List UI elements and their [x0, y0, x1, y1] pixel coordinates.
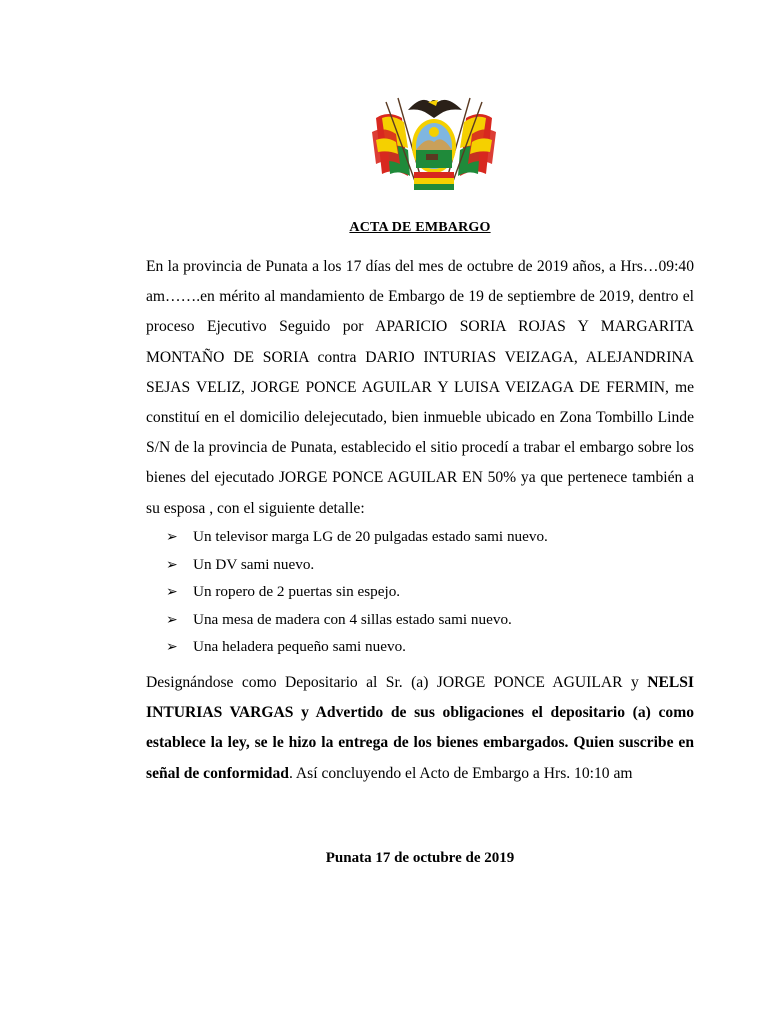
document-title: ACTA DE EMBARGO [349, 220, 491, 235]
arrow-bullet-icon: ➢ [166, 612, 178, 628]
depositary-text-bold: NELSI INTURIAS VARGAS y Advertido de sus obligaciones el depositario (a) como establece la ley, se le hizo la entrega de los bienes embargados. Quien suscribe en señal de conformidad [146, 674, 694, 782]
base-stripes [414, 172, 454, 190]
list-item [166, 634, 548, 662]
coat-of-arms-icon [368, 88, 500, 192]
list-item-text: Un DV sami nuevo. [193, 555, 315, 573]
arrow-bullet-icon: ➢ [166, 557, 178, 573]
condor [408, 100, 462, 118]
list-item [166, 524, 548, 552]
left-flags [372, 114, 410, 176]
list-item-text: Un televisor marga LG de 20 pulgadas estado sami nuevo. [193, 528, 548, 545]
list-item [166, 552, 548, 580]
place-and-date: Punata 17 de octubre de 2019 [325, 850, 515, 866]
list-item-text: Una heladera pequeño sami nuevo. [193, 638, 406, 655]
list-item [166, 579, 548, 607]
arrow-bullet-icon: ➢ [166, 640, 178, 655]
arrow-bullet-icon: ➢ [166, 585, 178, 600]
main-paragraph: En la provincia de Punata a los 17 días del mes de octubre de 2019 años, a Hrs…09:40 am…….en mérito al mandamiento de Embargo de 19 de septiembre de 2019, dentro el proceso Ejecutivo Seguido por APARICIO SORIA ROJAS Y MARGARITA MONTAÑO DE SORIA contra DARIO INTURIAS VEIZAGA, ALEJANDRINA SEJAS VELIZ, JORGE PONCE AGUILAR Y LUISA VEIZAGA DE FERMIN, me constituí en el domicilio delejecutado, bien inmueble ubicado en Zona Tombillo Linde S/N de la provincia de Punata, establecido el sitio procedí a trabar el embargo sobre los bienes del ejecutado JORGE PONCE AGUILAR EN 50% ya que pertenece también a su esposa , con el siguiente detalle: [146, 258, 694, 517]
seized-items-list [166, 524, 548, 662]
shield [412, 119, 456, 173]
depositary-paragraph [146, 668, 694, 789]
depositary-text-end: . Así concluyendo el Acto de Embargo a Hrs. 10:10 am [288, 764, 633, 782]
list-item-text: Un ropero de 2 puertas sin espejo. [193, 583, 401, 600]
depositary-text-start: Designándose como Depositario al Sr. (a) JORGE PONCE AGUILAR y [146, 674, 648, 691]
arrow-bullet-icon: ➢ [166, 530, 178, 545]
right-flags [458, 114, 496, 176]
list-item [166, 607, 548, 635]
list-item-text: Una mesa de madera con 4 sillas estado sami nuevo. [193, 610, 512, 628]
